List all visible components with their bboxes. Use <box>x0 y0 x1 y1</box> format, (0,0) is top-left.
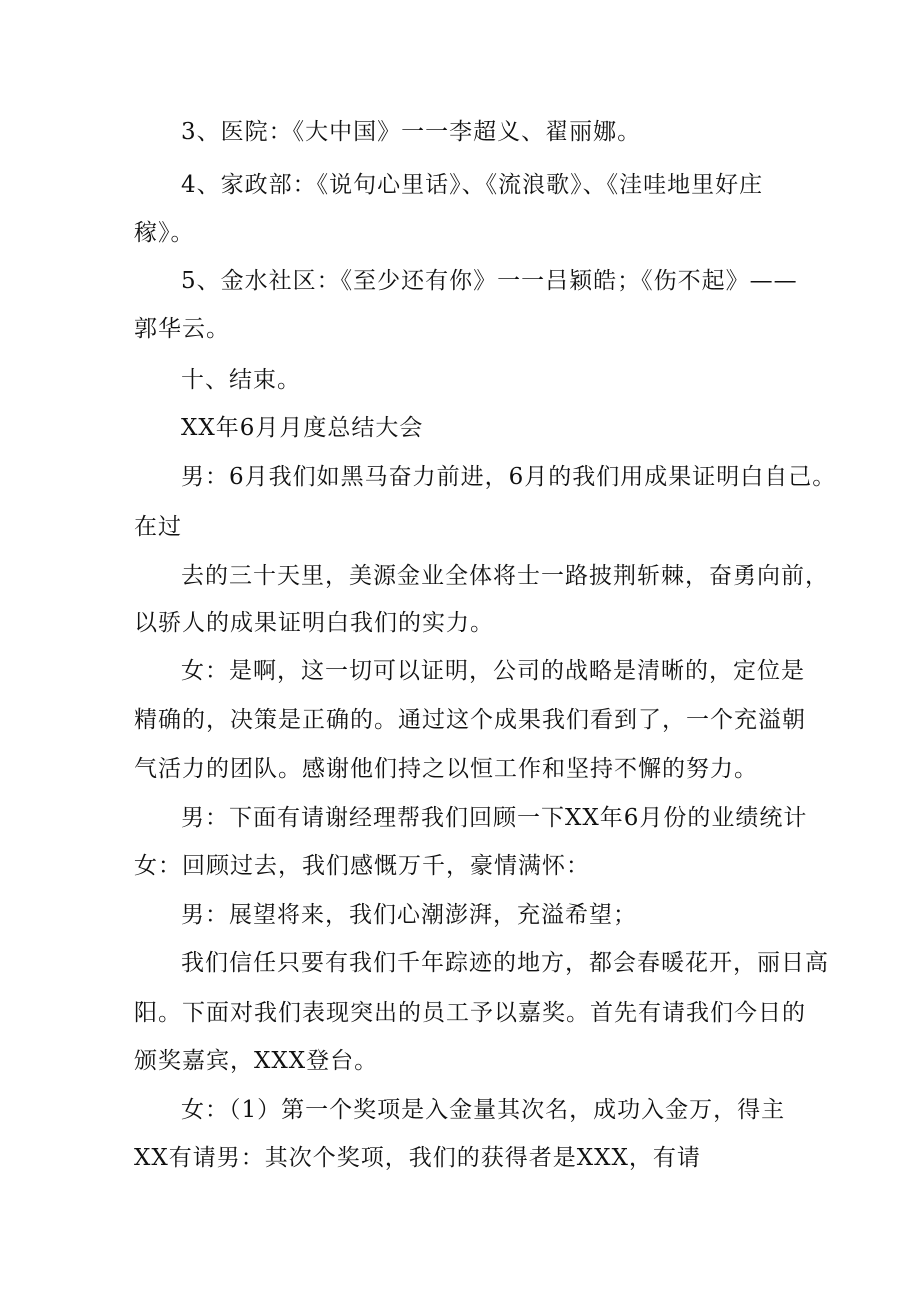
text-line: 女：回顾过去，我们感慨万千，豪情满怀： <box>134 853 590 879</box>
text-line: 阳。下面对我们表现突出的员工予以嘉奖。首先有请我们今日的 <box>134 1000 806 1026</box>
text-line: 郭华云。 <box>134 316 230 342</box>
text-line: 女：是啊，这一切可以证明，公司的战略是清晰的，定位是 <box>181 658 805 684</box>
text-line: 4、家政部：《说句心里话》、《流浪歌》、《洼哇地里好庄 <box>181 172 764 198</box>
text-line: 十、结束。 <box>181 367 301 393</box>
text-line: 气活力的团队。感谢他们持之以恒工作和坚持不懈的努力。 <box>134 756 758 782</box>
text-line: XX有请男：其次个奖项，我们的获得者是XXX，有请 <box>134 1145 701 1171</box>
text-line: 男：展望将来，我们心潮澎湃，充溢希望； <box>181 902 637 928</box>
text-line: 颁奖嘉宾，XXX登台。 <box>134 1048 379 1074</box>
text-line: 5、金水社区：《至少还有你》一一吕颖皓；《伤不起》—— <box>181 268 798 294</box>
text-line: 男：下面有请谢经理帮我们回顾一下XX年6月份的业绩统计 <box>181 805 808 831</box>
text-line: 稼》。 <box>134 220 195 246</box>
text-line: 去的三十天里，美源金业全体将士一路披荆斩棘，奋勇向前， <box>181 563 829 589</box>
text-line: 在过 <box>134 514 182 540</box>
text-line: 男：6月我们如黑马奋力前进，6月的我们用成果证明白自己。 <box>181 464 837 490</box>
text-line: 精确的，决策是正确的。通过这个成果我们看到了，一个充溢朝 <box>134 707 806 733</box>
text-line: XX年6月月度总结大会 <box>181 415 424 441</box>
text-line: 我们信任只要有我们千年踪迹的地方，都会春暖花开，丽日高 <box>181 950 829 976</box>
text-line: 3、医院：《大中国》一一李超义、翟丽娜。 <box>181 119 642 145</box>
text-line: 以骄人的成果证明白我们的实力。 <box>134 610 494 636</box>
text-line: 女：（1）第一个奖项是入金量其次名，成功入金万，得主 <box>181 1097 786 1123</box>
